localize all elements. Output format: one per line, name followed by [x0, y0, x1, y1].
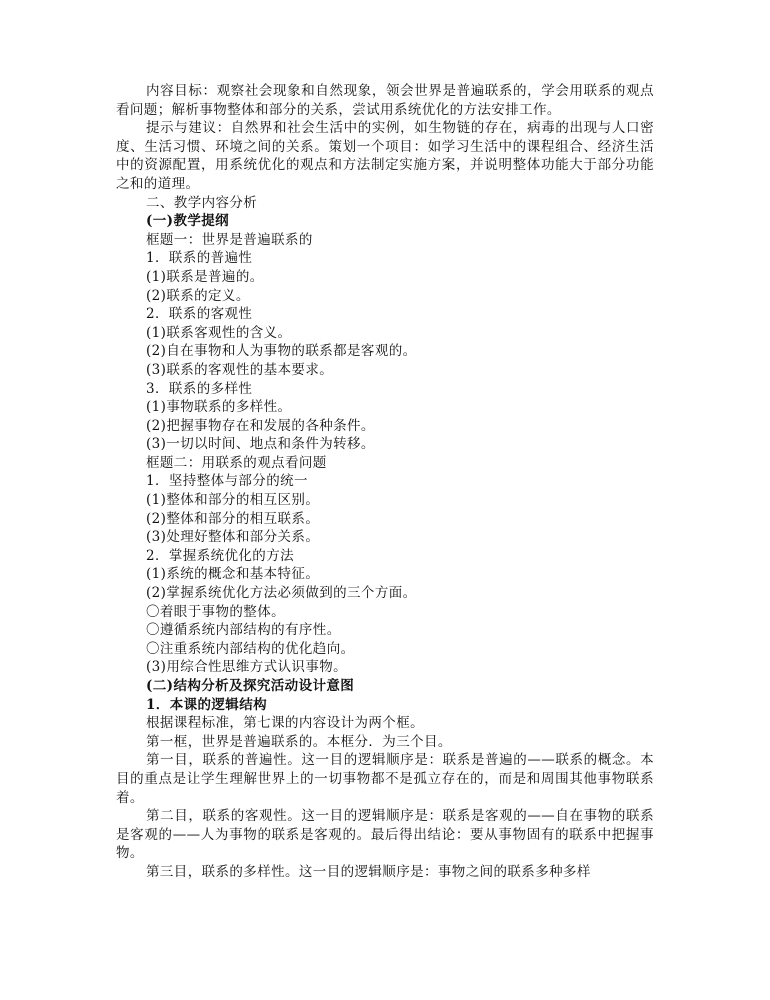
outline-item: (2)联系的定义。	[146, 287, 250, 304]
outline-item: (1)整体和部分的相互区别。	[146, 492, 320, 509]
outline-item: (3)用综合性思维方式认识事物。	[146, 659, 348, 676]
body-paragraph: 第二目，联系的客观性。这一目的逻辑顺序是：联系是客观的——自在事物的联系是客观的——人为事物的联系是客观的。最后得出结论：要从事物固有的联系中把握事物。	[116, 808, 654, 862]
outline-bullet: 〇遵循系统内部结构的有序性。	[146, 622, 341, 639]
body-line: 根据课程标准，第七课的内容设计为两个框。	[146, 715, 424, 732]
outline-bullet: 〇注重系统内部结构的优化趋向。	[146, 640, 355, 657]
outline-item: (3)一切以时间、地点和条件为转移。	[146, 436, 375, 453]
outline-item: 3．联系的多样性	[146, 380, 253, 397]
outline-item: (1)系统的概念和基本特征。	[146, 566, 320, 583]
frame-title: 框题二：用联系的观点看问题	[146, 454, 327, 471]
outline-item: 1．联系的普遍性	[146, 250, 253, 267]
document-page	[116, 82, 654, 882]
outline-item: (1)事物联系的多样性。	[146, 399, 292, 416]
subsection-heading: (二)结构分析及探究活动设计意图	[146, 678, 355, 694]
outline-item: (3)处理好整体和部分关系。	[146, 529, 320, 546]
body-line: 第一框，世界是普遍联系的。本框分．为三个目。	[146, 733, 452, 750]
subsection-heading: (一)教学提纲	[146, 213, 230, 230]
section-heading: 二、教学内容分析	[146, 194, 258, 211]
body-paragraph: 第三目，联系的多样性。这一目的逻辑顺序是：事物之间的联系多种多样	[146, 863, 591, 880]
outline-item: (2)把握事物存在和发展的各种条件。	[146, 417, 375, 434]
outline-item: 2．掌握系统优化的方法	[146, 547, 294, 564]
outline-item: (2)掌握系统优化方法必须做到的三个方面。	[146, 585, 417, 602]
outline-item: (2)整体和部分的相互联系。	[146, 510, 320, 527]
outline-item: (2)自在事物和人为事物的联系都是客观的。	[146, 343, 417, 360]
frame-title: 框题一：世界是普遍联系的	[146, 231, 313, 248]
outline-item: 1．坚持整体与部分的统一	[146, 473, 308, 490]
outline-item: (1)联系是普遍的。	[146, 268, 264, 285]
sub-heading: 1．本课的逻辑结构	[146, 696, 267, 713]
outline-item: (1)联系客观性的含义。	[146, 324, 292, 341]
content-goal-paragraph: 内容目标：观察社会现象和自然现象，领会世界是普遍联系的，学会用联系的观点看问题；解析事物整体和部分的关系，尝试用系统优化的方法安排工作。	[116, 83, 654, 118]
outline-item: (3)联系的客观性的基本要求。	[146, 361, 334, 378]
outline-item: 2．联系的客观性	[146, 306, 253, 323]
body-paragraph: 第一目，联系的普遍性。这一目的逻辑顺序是：联系是普遍的——联系的概念。本目的重点是让学生理解世界上的一切事物都不是孤立存在的，而是和周围其他事物联系着。	[116, 752, 654, 806]
suggestions-paragraph: 提示与建议：自然界和社会生活中的实例，如生物链的存在，病毒的出现与人口密度、生活习惯、环境之间的关系。策划一个项目：如学习生活中的课程组合、经济生活中的资源配置，用系统优化的观点和方法制定实施方案，并说明整体功能大于部分功能之和的道理。	[116, 120, 654, 192]
outline-bullet: 〇着眼于事物的整体。	[146, 603, 285, 620]
